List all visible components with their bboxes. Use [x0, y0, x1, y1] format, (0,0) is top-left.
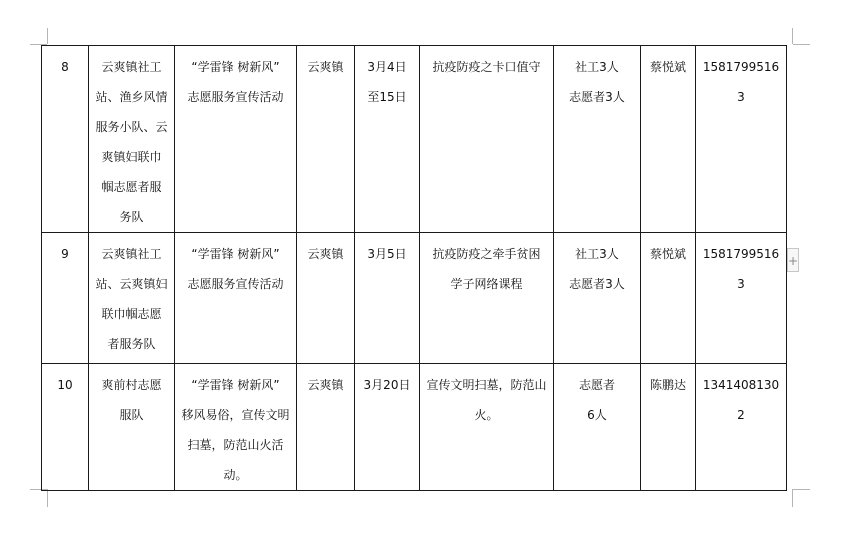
participants-line: 志愿者 — [578, 378, 615, 392]
activity-name-line: 志愿服务宣传活动 — [187, 277, 284, 291]
row-number-cell: 9 — [42, 233, 89, 364]
activity-schedule-table — [41, 45, 787, 491]
organization-cell — [89, 46, 175, 233]
date-line: 至15日 — [367, 90, 407, 104]
participants-line: 社工3人 — [575, 60, 619, 74]
organization-line: 服队 — [119, 408, 144, 422]
activity-name-line: “学雷锋 树新风” — [191, 378, 280, 392]
organization-cell — [89, 364, 175, 491]
organization-line: 云爽镇社工 — [101, 60, 162, 74]
crop-mark-top-right — [792, 28, 793, 44]
participants-line: 6人 — [587, 408, 607, 422]
contact-person-cell: 蔡悦斌 — [641, 46, 696, 233]
crop-mark-bottom-left — [47, 489, 48, 507]
crop-mark-bottom-right — [792, 489, 793, 507]
organization-line: 云爽镇社工 — [101, 247, 162, 261]
table-body — [42, 46, 787, 491]
organization-line: 爽前村志愿 — [101, 378, 162, 392]
phone-cell: 13414081302 — [696, 364, 787, 491]
location-cell: 云爽镇 — [297, 364, 355, 491]
organization-line: 爽镇妇联巾 — [101, 150, 162, 164]
add-row-button[interactable]: + — [787, 248, 799, 272]
participants-cell — [554, 364, 641, 491]
activity-content-line: 火。 — [474, 408, 499, 422]
table-row — [42, 46, 787, 233]
organization-line: 者服务队 — [107, 337, 156, 351]
organization-line: 服务小队、云 — [95, 120, 168, 134]
table-row — [42, 233, 787, 364]
activity-name-line: 动。 — [223, 468, 248, 482]
activity-name-cell — [175, 46, 297, 233]
date-cell — [355, 364, 420, 491]
date-line: 3月5日 — [367, 247, 407, 261]
activity-content-cell — [420, 364, 554, 491]
activity-content-line: 宣传文明扫墓，防范山 — [426, 378, 547, 392]
date-line: 3月4日 — [367, 60, 407, 74]
activity-name-cell — [175, 364, 297, 491]
activity-name-line: 扫墓，防范山火活 — [187, 438, 284, 452]
contact-person-cell: 陈鹏达 — [641, 364, 696, 491]
date-line: 3月20日 — [363, 378, 411, 392]
date-cell — [355, 233, 420, 364]
date-cell — [355, 46, 420, 233]
participants-cell — [554, 233, 641, 364]
activity-name-line: 移风易俗，宣传文明 — [181, 408, 290, 422]
location-cell: 云爽镇 — [297, 233, 355, 364]
organization-line: 站、云爽镇妇 — [95, 277, 168, 291]
participants-line: 志愿者3人 — [569, 90, 625, 104]
activity-name-line: 志愿服务宣传活动 — [187, 90, 284, 104]
phone-cell: 15817995163 — [696, 46, 787, 233]
activity-content-cell — [420, 46, 554, 233]
crop-mark-top-right — [793, 44, 810, 45]
crop-mark-bottom-right — [793, 489, 810, 490]
phone-cell: 15817995163 — [696, 233, 787, 364]
activity-content-line: 抗疫防疫之卡口值守 — [432, 60, 541, 74]
table-row — [42, 364, 787, 491]
crop-mark-top-left — [47, 28, 48, 44]
activity-name-line: “学雷锋 树新风” — [191, 60, 280, 74]
row-number-cell: 8 — [42, 46, 89, 233]
participants-line: 社工3人 — [575, 247, 619, 261]
activity-content-line: 抗疫防疫之牵手贫困 — [432, 247, 541, 261]
activity-name-line: “学雷锋 树新风” — [191, 247, 280, 261]
location-cell: 云爽镇 — [297, 46, 355, 233]
organization-line: 联巾帼志愿 — [101, 307, 162, 321]
activity-name-cell — [175, 233, 297, 364]
activity-content-line: 学子网络课程 — [450, 277, 523, 291]
organization-line: 务队 — [119, 210, 144, 224]
row-number-cell: 10 — [42, 364, 89, 491]
organization-line: 站、渔乡风情 — [95, 90, 168, 104]
organization-line: 帼志愿者服 — [101, 180, 162, 194]
participants-line: 志愿者3人 — [569, 277, 625, 291]
contact-person-cell: 蔡悦斌 — [641, 233, 696, 364]
participants-cell — [554, 46, 641, 233]
organization-cell — [89, 233, 175, 364]
activity-content-cell — [420, 233, 554, 364]
